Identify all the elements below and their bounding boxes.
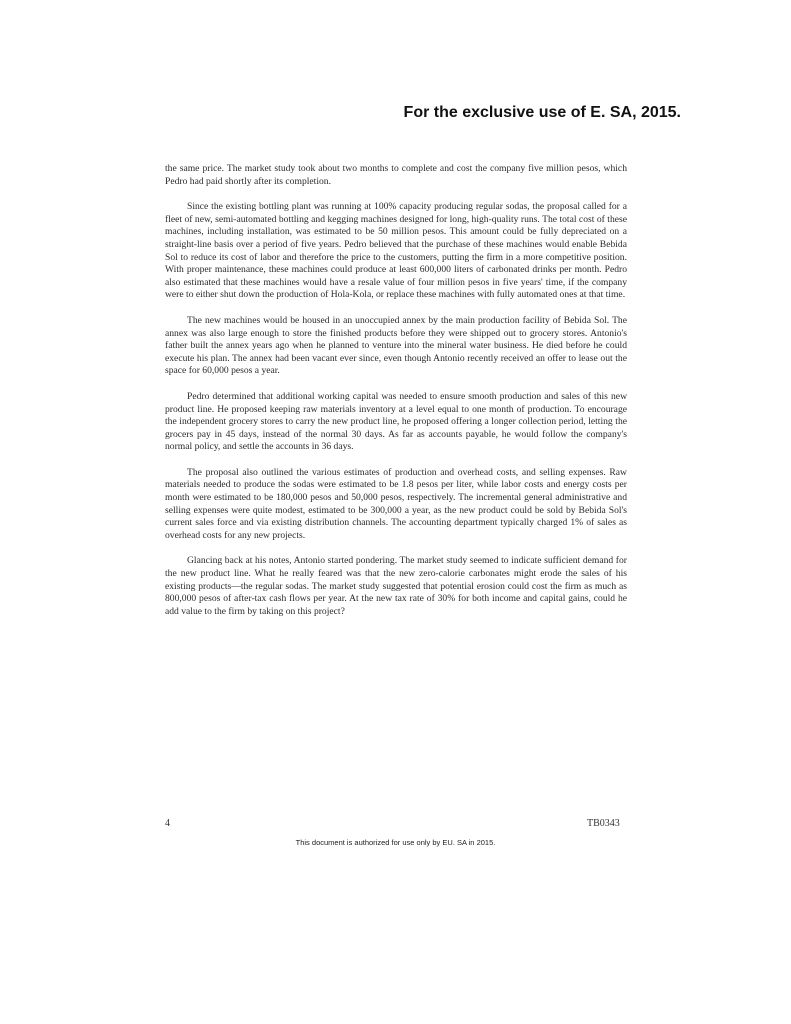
authorization-note: This document is authorized for use only by EU. SA in 2015. <box>295 838 496 847</box>
document-code: TB0343 <box>587 818 620 829</box>
paragraph-1: the same price. The market study took about two months to complete and cost the company five million pesos, which Pedro had paid shortly after its completion. <box>165 163 627 187</box>
page-number: 4 <box>165 818 170 829</box>
paragraph-5: The proposal also outlined the various estimates of production and overhead costs, and selling expenses. Raw materials needed to produce the sodas were estimated to be 1.8 pesos per liter, while labor costs and energy costs per month were estimated to be 180,000 pesos and 50,000 pesos, respectively. The incremental general administrative and selling expenses were quite modest, estimated to be 300,000 a year, as the new product could be sold by Bebida Sol's current sales force and via existing distribution channels. The accounting department typically charged 1% of sales as overhead costs for any new projects. <box>165 466 627 541</box>
paragraph-6: Glancing back at his notes, Antonio started pondering. The market study seemed to indicate sufficient demand for the new product line. What he really feared was that the new zero-calorie carbonates might erode the sales of his existing products—the regular sodas. The market study suggested that potential erosion could cost the firm as much as 800,000 pesos of after-tax cash flows per year. At the new tax rate of 30% for both income and capital gains, could he add value to the firm by taking on this project? <box>165 555 627 617</box>
exclusive-use-banner: For the exclusive use of E. SA, 2015. <box>403 104 681 121</box>
paragraph-2: Since the existing bottling plant was running at 100% capacity producing regular sodas, the proposal called for a fleet of new, semi-automated bottling and kegging machines designed for long, high-quality runs. The total cost of these machines, including installation, was estimated to be 50 million pesos. This amount could be fully depreciated on a straight-line basis over a period of five years. Pedro believed that the purchase of these machines would enable Bebida Sol to reduce its cost of labor and therefore the price to the customers, putting the firm in a more competitive position. With proper maintenance, these machines could produce at least 600,000 liters of carbonated drinks per month. Pedro also estimated that these machines would have a resale value of four million pesos in five years' time, if the company were to either shut down the production of Hola-Kola, or replace these machines with fully automated ones at that time. <box>165 201 627 301</box>
paragraph-3: The new machines would be housed in an unoccupied annex by the main production facility of Bebida Sol. The annex was also large enough to store the finished products before they were shipped out to grocery stores. Antonio's father built the annex years ago when he planned to venture into the mineral water business. He died before he could execute his plan. The annex had been vacant ever since, even though Antonio recently received an offer to lease out the space for 60,000 pesos a year. <box>165 314 627 377</box>
paragraph-4: Pedro determined that additional working capital was needed to ensure smooth production and sales of this new product line. He proposed keeping raw materials inventory at a level equal to one month of production. To encourage the independent grocery stores to carry the new product line, he proposed offering a longer collection period, letting the grocers pay in 45 days, instead of the normal 30 days. As far as accounts payable, he would follow the company's normal policy, and settle the accounts in 36 days. <box>165 390 627 453</box>
body-text <box>165 163 627 631</box>
